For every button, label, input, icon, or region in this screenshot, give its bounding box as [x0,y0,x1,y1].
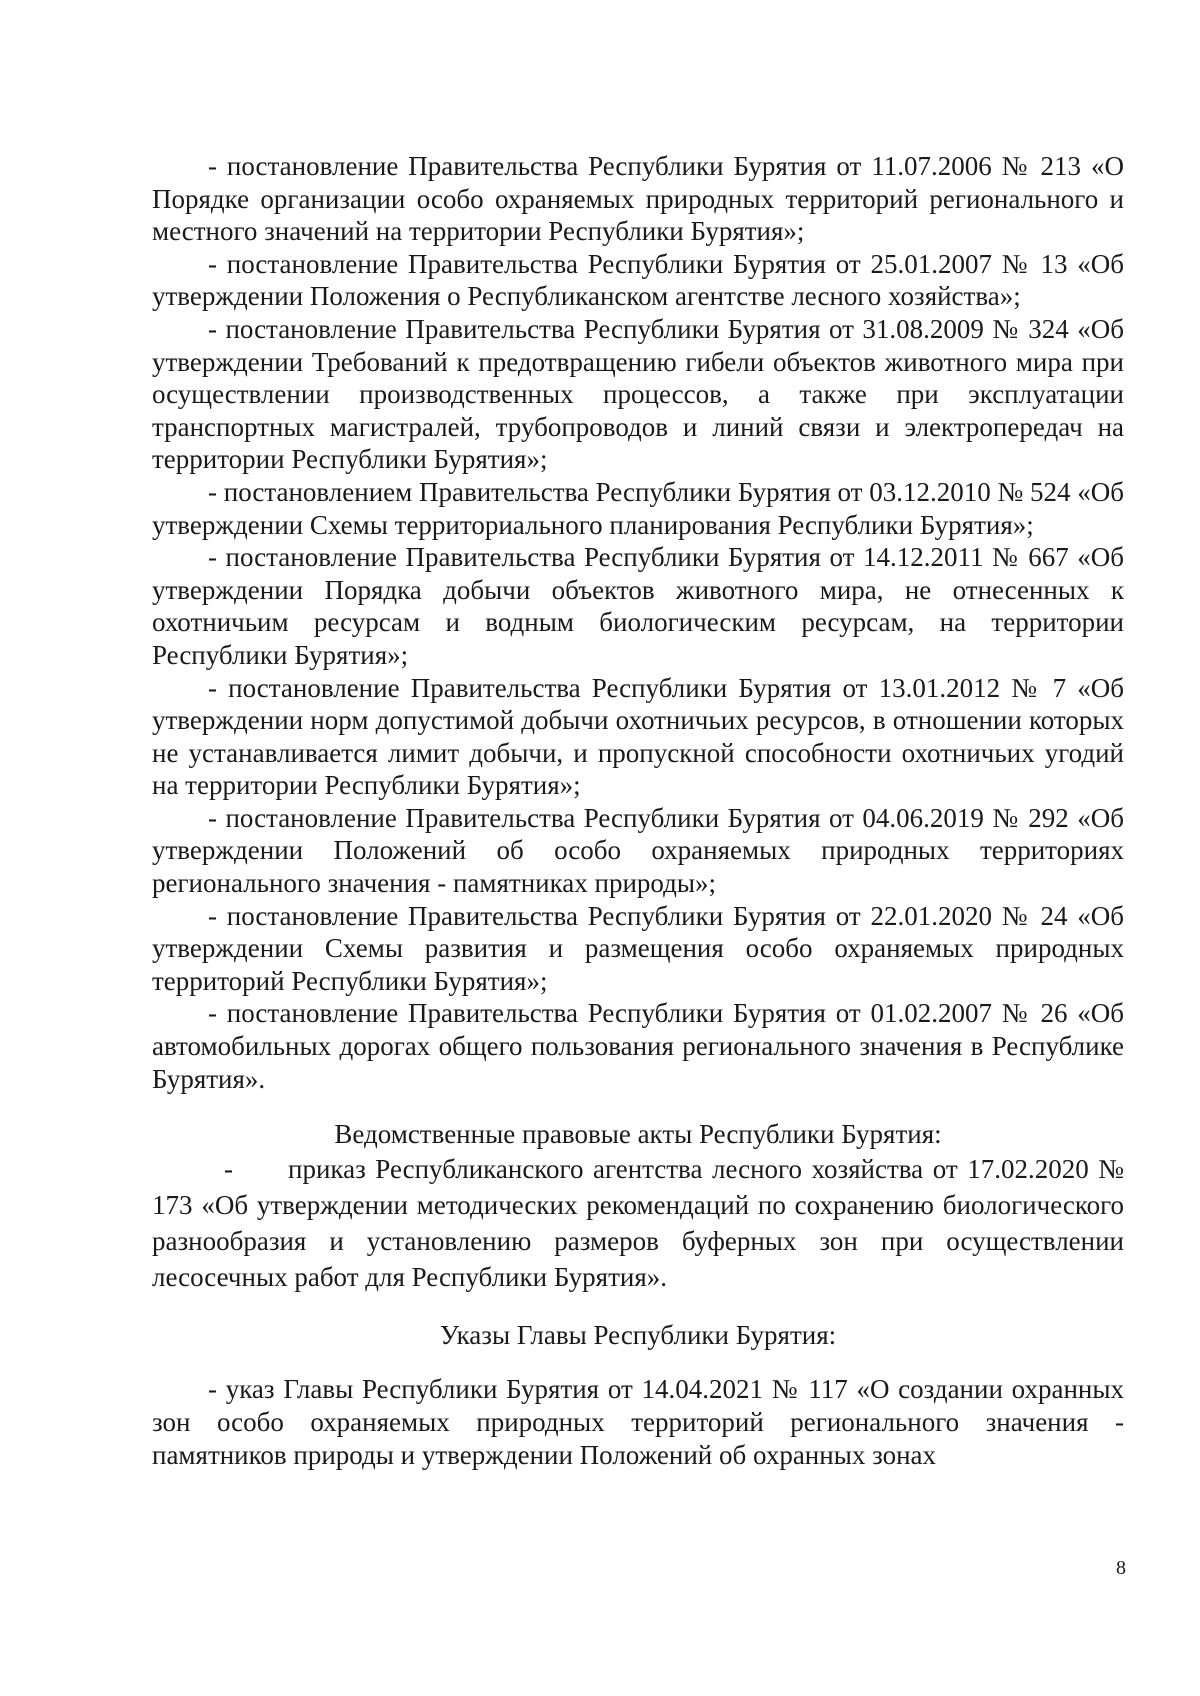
list-item: - постановление Правительства Республики Бурятия от 31.08.2009 № 324 «Об утверждении Требований к предотвращению гибели объектов животного мира при осуществлении производственных процессов, а также при эксплуатации транспортных магистралей, трубопроводов и линий связи и электропередач на территории Республики Бурятия»; [152,313,1124,475]
list-item: - постановление Правительства Республики Бурятия от 25.01.2007 № 13 «Об утверждении Положения о Республиканском агентстве лесного хозяйства»; [152,248,1124,312]
list-item: - постановление Правительства Республики Бурятия от 22.01.2020 № 24 «Об утверждении Схемы развития и размещения особо охраняемых природных территорий Республики Бурятия»; [152,900,1124,996]
section-heading-departmental: Ведомственные правовые акты Республики Бурятия: [334,1119,942,1150]
list-item-text: приказ Республиканского агентства лесного хозяйства от 17.02.2020 № 173 «Об утверждении методических рекомендаций по сохранению биологического разнообразия и установлению размеров буферных зон при осуществлении лесосечных работ для Республики Бурятия». [152,1153,1124,1292]
list-dash: - [224,1153,233,1184]
list-item: - постановление Правительства Республики Бурятия от 13.01.2012 № 7 «Об утверждении норм допустимой добычи охотничьих ресурсов, в отношении которых не устанавливается лимит добычи, и пропускной способности охотничьих угодий на территории Республики Бурятия»; [152,672,1124,801]
list-item: - постановление Правительства Республики Бурятия от 01.02.2007 № 26 «Об автомобильных дорогах общего пользования регионального значения в Республике Бурятия». [152,998,1124,1094]
section-heading-decrees: Указы Главы Республики Бурятия: [439,1319,837,1350]
list-item: - постановление Правительства Республики Бурятия от 11.07.2006 № 213 «О Порядке организации особо охраняемых природных территорий регионального и местного значений на территории Республики Бурятия»; [152,151,1124,247]
list-item: - постановлением Правительства Республики Бурятия от 03.12.2010 № 524 «Об утверждении Схемы территориального планирования Республики Бурятия»; [152,476,1124,540]
list-item-departmental [152,1151,1124,1295]
list-item-decree: - указ Главы Республики Бурятия от 14.04.2021 № 117 «О создании охранных зон особо охраняемых природных территорий регионального значения - памятников природы и утверждении Положений об охранных зонах [152,1374,1124,1470]
list-item: - постановление Правительства Республики Бурятия от 04.06.2019 № 292 «Об утверждении Положений об особо охраняемых природных территориях регионального значения - памятниках природы»; [152,802,1124,899]
page-number: 8 [1116,1557,1126,1579]
document-body [152,150,1124,1471]
list-item: - постановление Правительства Республики Бурятия от 14.12.2011 № 667 «Об утверждении Порядка добычи объектов животного мира, не отнесенных к охотничьим ресурсам и водным биологическим ресурсам, на территории Республики Бурятия»; [152,542,1124,670]
